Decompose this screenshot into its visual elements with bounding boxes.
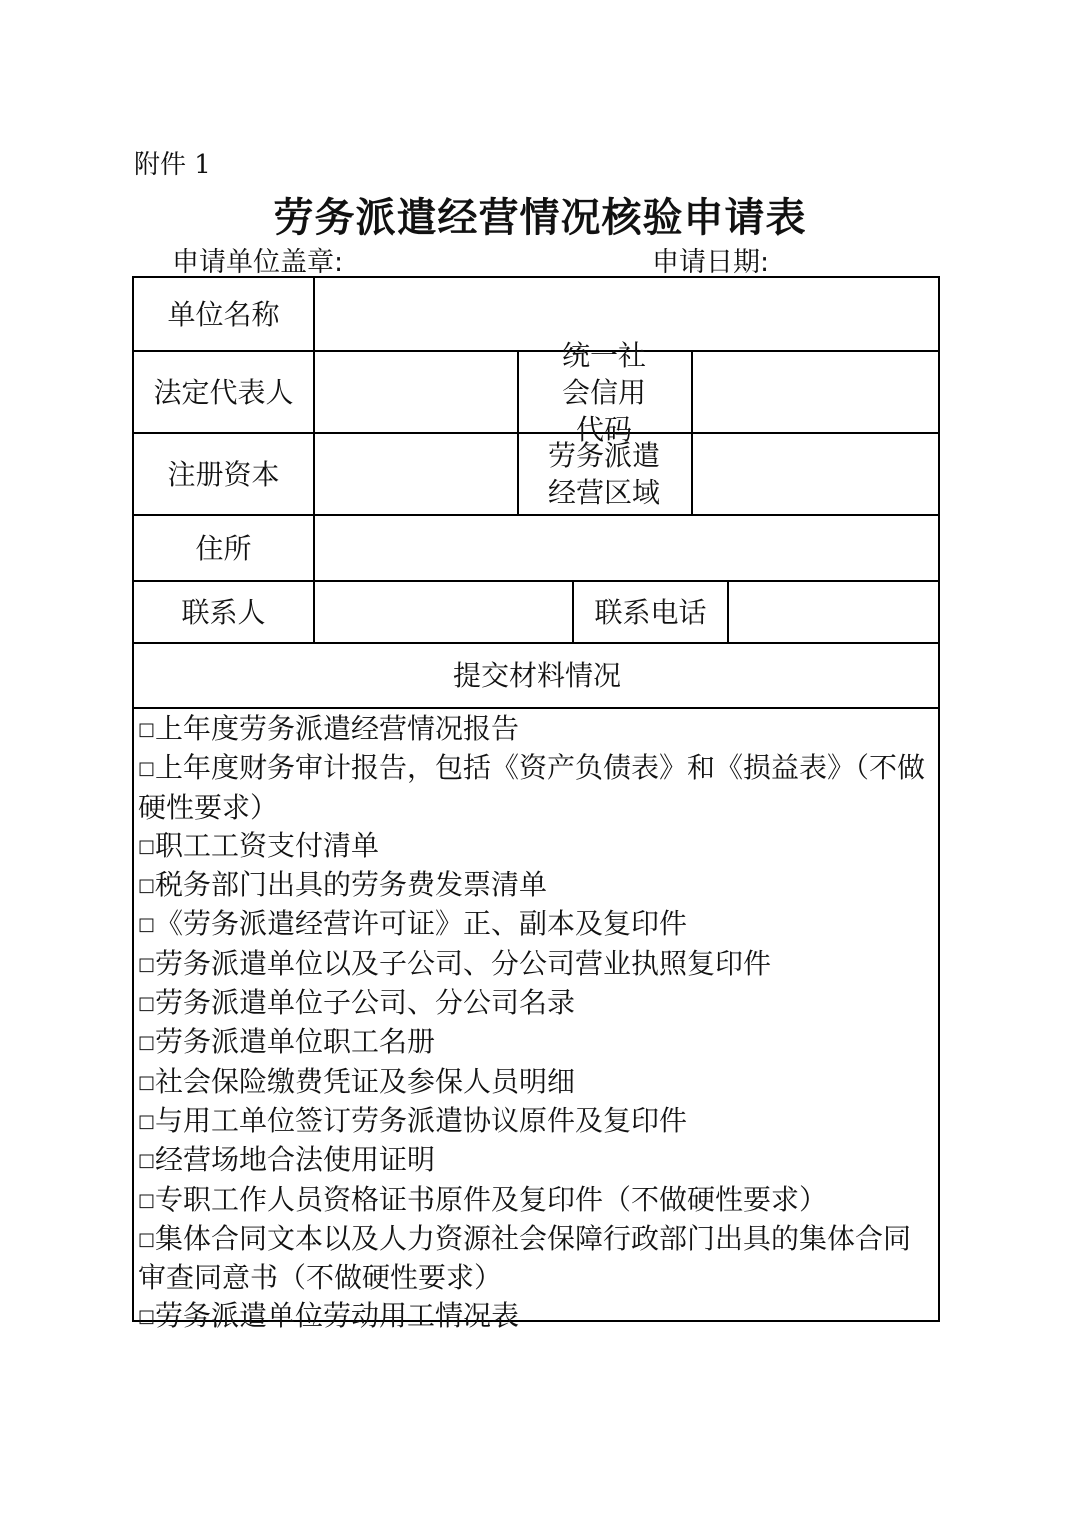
checklist-item [138,984,936,1023]
checklist-item-text: 劳务派遣单位职工名册 [155,1025,436,1059]
checkbox-icon[interactable]: □ [138,914,156,936]
credit-code-field[interactable] [693,352,940,432]
row-divider [134,707,938,709]
checklist-item [138,1297,936,1336]
checklist-item-text: 社会保险缴费凭证及参保人员明细 [155,1064,576,1098]
dispatch-area-field[interactable] [693,434,940,514]
checklist-item [138,945,936,984]
checklist-item-text: 上年度财务审计报告，包括《资产负债表》和《损益表》（不做硬性要求） [138,751,926,824]
phone-field[interactable] [729,582,940,642]
apply-date-label: 申请日期: [652,247,770,278]
checklist-item [138,1220,936,1298]
checklist-item [138,710,936,749]
checklist-item-text: 经营场地合法使用证明 [155,1143,436,1177]
checklist-item-text: 《劳务派遣经营许可证》正、副本及复印件 [155,907,688,941]
checklist-item-text: 上年度劳务派遣经营情况报告 [155,712,520,745]
address-label: 住所 [195,531,252,565]
checklist-item-text: 劳务派遣单位以及子公司、分公司营业执照复印件 [155,946,772,980]
checkbox-icon[interactable]: □ [138,1306,156,1328]
checklist-item [138,1023,936,1062]
materials-checklist [138,710,936,1337]
legal-rep-field[interactable] [315,352,517,432]
checklist-item [138,749,936,827]
materials-heading: 提交材料情况 [452,659,621,692]
checklist-item [138,827,936,866]
annex-label: 附件 1 [134,150,211,180]
checklist-item [138,866,936,905]
credit-code-label: 统一社会信用代码 [561,338,646,446]
registered-capital-field[interactable] [315,434,517,514]
checklist-item-text: 与用工单位签订劳务派遣协议原件及复印件 [155,1103,688,1137]
application-form-table [132,276,940,1333]
registered-capital-label: 注册资本 [167,457,280,491]
checkbox-icon[interactable]: □ [138,1228,156,1250]
form-title: 劳务派遣经营情况核验申请表 [273,194,807,241]
checkbox-icon[interactable]: □ [138,993,156,1015]
checklist-item [138,1181,936,1220]
unit-name-label: 单位名称 [167,297,280,331]
column-divider [517,350,519,514]
checkbox-icon[interactable]: □ [138,835,156,857]
checklist-item-text: 税务部门出具的劳务费发票清单 [155,868,548,902]
checkbox-icon[interactable]: □ [138,1032,156,1054]
applicant-seal-label: 申请单位盖章: [172,247,344,278]
checklist-item-text: 劳务派遣单位子公司、分公司名录 [155,986,576,1020]
checklist-item [138,1063,936,1102]
checkbox-icon[interactable]: □ [138,719,156,740]
checklist-item-text: 专职工作人员资格证书原件及复印件（不做硬性要求） [155,1182,828,1216]
contact-label: 联系人 [181,595,266,629]
checklist-item-text: 职工工资支付清单 [155,828,380,862]
checklist-item [138,1141,936,1180]
checkbox-icon[interactable]: □ [138,1189,156,1211]
checkbox-icon[interactable]: □ [138,758,156,780]
checkbox-icon[interactable]: □ [138,1071,156,1093]
contact-field[interactable] [315,582,572,642]
dispatch-area-label: 劳务派遣经营区域 [547,439,660,509]
checkbox-icon[interactable]: □ [138,1150,156,1172]
checkbox-icon[interactable]: □ [138,1110,156,1132]
checkbox-icon[interactable]: □ [138,875,156,897]
checkbox-icon[interactable]: □ [138,953,156,975]
checklist-item-text: 集体合同文本以及人力资源社会保障行政部门出具的集体合同审查同意书（不做硬性要求） [138,1221,912,1295]
phone-label: 联系电话 [594,595,707,629]
checklist-item [138,1102,936,1141]
address-field[interactable] [315,516,940,580]
legal-rep-label: 法定代表人 [153,375,294,409]
checklist-item-text: 劳务派遣单位劳动用工情况表 [155,1299,520,1333]
checklist-item [138,905,936,944]
